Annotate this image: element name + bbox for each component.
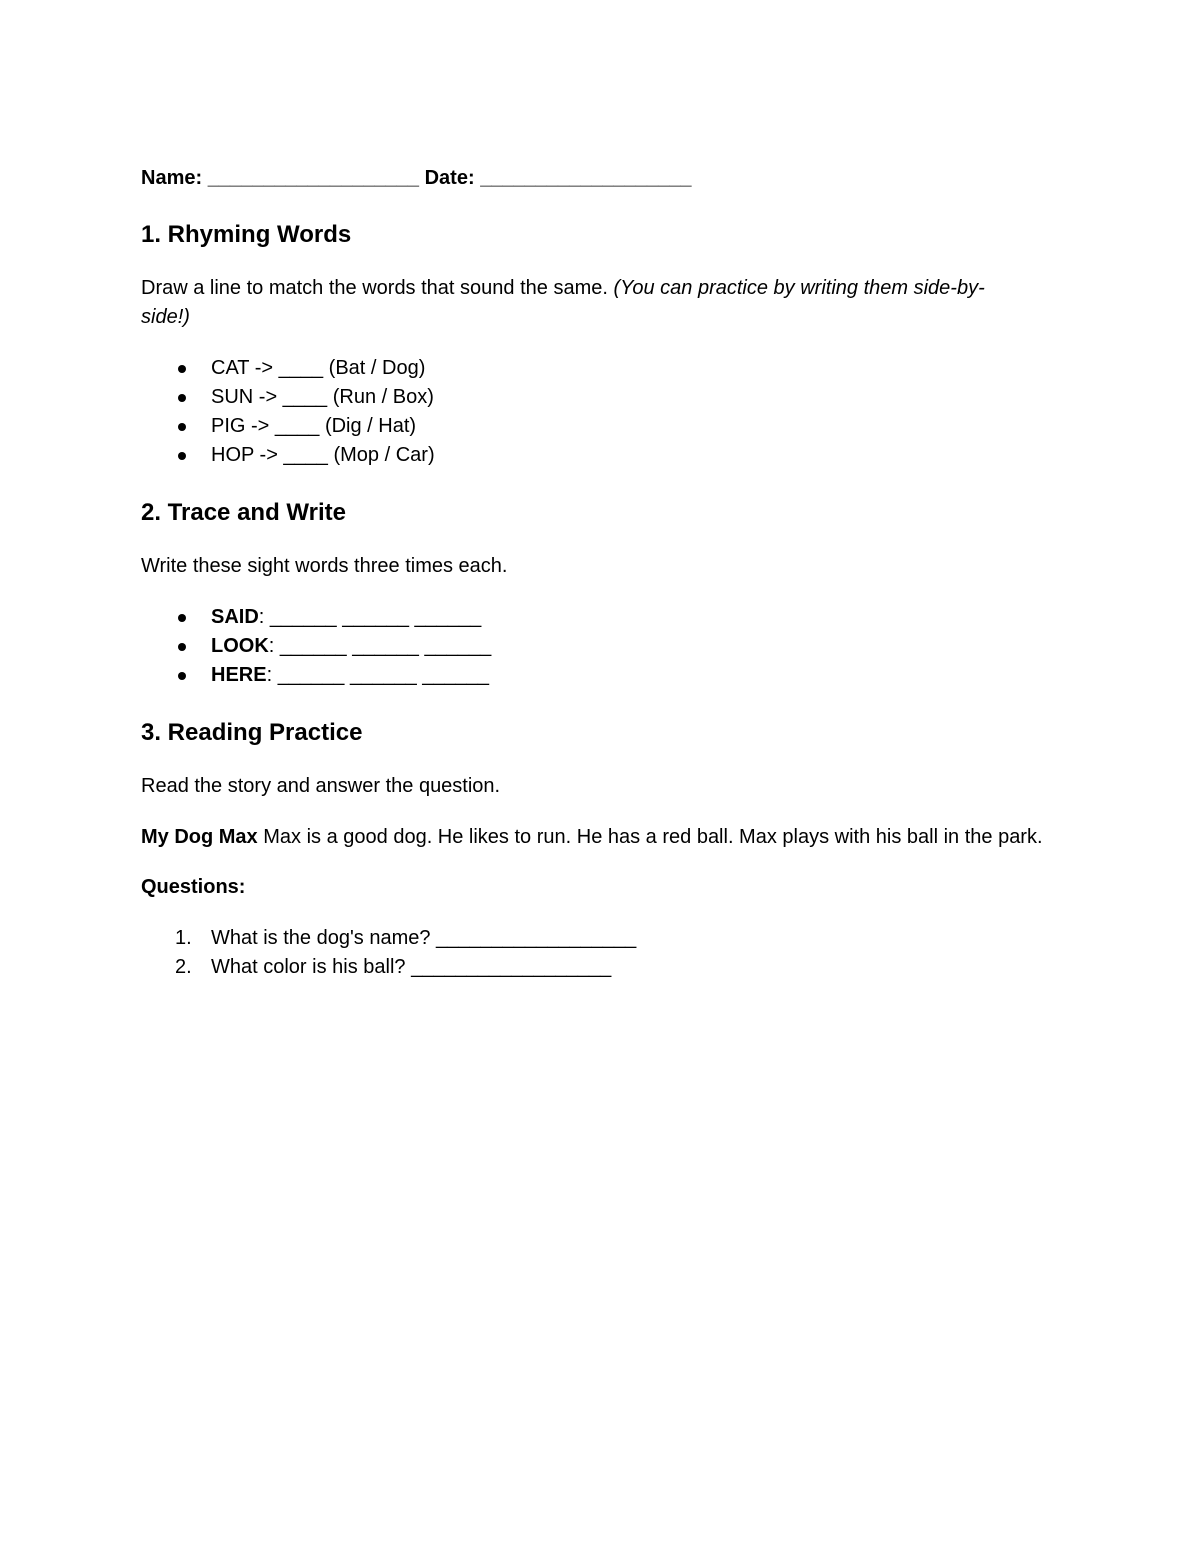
section-2-title: 2. Trace and Write (141, 499, 346, 526)
section-1-title: 1. Rhyming Words (141, 221, 352, 248)
bullet-icon (178, 643, 186, 651)
story-text: Max is a good dog. He likes to run. He has a red ball. Max plays with his ball in the park. (263, 826, 1043, 848)
bullet-icon (178, 423, 186, 431)
name-field[interactable]: ___________________ (207, 167, 420, 189)
sight-words-list (141, 603, 1071, 690)
story-paragraph (141, 823, 1071, 852)
rhyming-list (141, 354, 1071, 470)
date-label: Date: (424, 167, 475, 189)
list-item (141, 441, 1071, 470)
question-number: 2. (175, 956, 192, 978)
list-item (141, 661, 1071, 690)
list-item (141, 924, 1071, 953)
list-item (141, 354, 1071, 383)
question-number: 1. (175, 927, 192, 949)
sight-word: SAID (211, 606, 259, 628)
bullet-icon (178, 394, 186, 402)
section-1-instruction-note: (You can practice by writing them side-by-side!) (141, 277, 985, 328)
rhyme-item-text: PIG -> ____ (Dig / Hat) (211, 415, 417, 437)
list-item (141, 953, 1071, 982)
section-3-title: 3. Reading Practice (141, 719, 363, 746)
worksheet-page (141, 163, 1071, 982)
list-item (141, 383, 1071, 412)
name-date-line (141, 163, 1071, 193)
question-text[interactable]: What color is his ball? __________________ (211, 956, 612, 978)
section-3-instruction: Read the story and answer the question. (141, 775, 501, 797)
list-item (141, 603, 1071, 632)
list-item (141, 412, 1071, 441)
questions-label: Questions: (141, 876, 246, 898)
sight-word-blanks[interactable]: : ______ ______ ______ (266, 664, 490, 686)
bullet-icon (178, 365, 186, 373)
section-2-instruction: Write these sight words three times each. (141, 555, 508, 577)
bullet-icon (178, 614, 186, 622)
question-text[interactable]: What is the dog's name? __________________ (211, 927, 637, 949)
bullet-icon (178, 452, 186, 460)
rhyme-item-text: HOP -> ____ (Mop / Car) (211, 444, 435, 466)
rhyme-item-text: CAT -> ____ (Bat / Dog) (211, 357, 426, 379)
sight-word: LOOK (211, 635, 269, 657)
questions-list (141, 924, 1071, 982)
sight-word-blanks[interactable]: : ______ ______ ______ (268, 635, 492, 657)
rhyme-item-text: SUN -> ____ (Run / Box) (211, 386, 434, 408)
name-label: Name: (141, 167, 203, 189)
bullet-icon (178, 672, 186, 680)
section-1-instruction (141, 274, 991, 332)
sight-word: HERE (211, 664, 267, 686)
section-1-instruction-text: Draw a line to match the words that sound the same. (141, 277, 608, 299)
story-title: My Dog Max (141, 826, 258, 848)
sight-word-blanks[interactable]: : ______ ______ ______ (258, 606, 482, 628)
date-field[interactable]: ___________________ (480, 167, 692, 189)
list-item (141, 632, 1071, 661)
